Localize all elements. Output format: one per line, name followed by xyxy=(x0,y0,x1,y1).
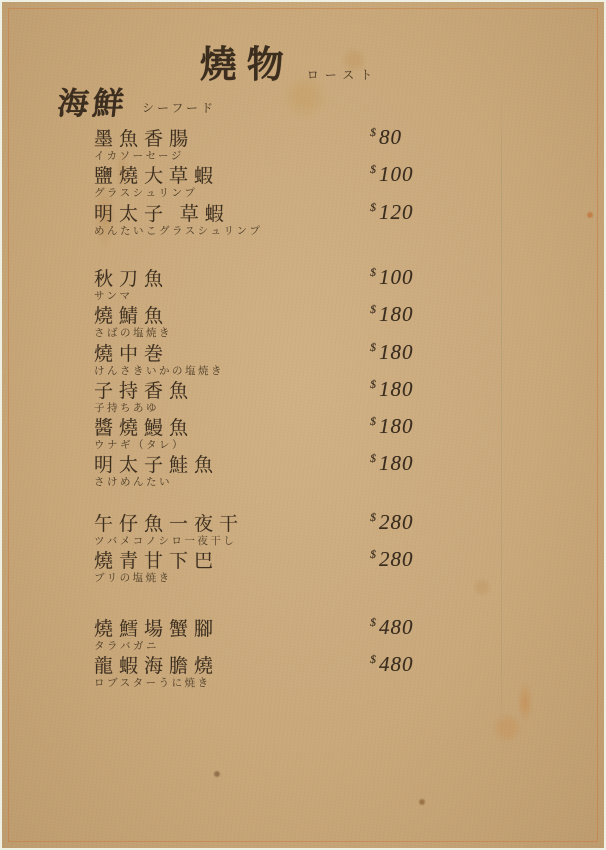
item-name: 燒中巻 xyxy=(94,343,170,365)
price-currency-symbol: $ xyxy=(370,414,377,429)
menu-item xyxy=(94,547,554,587)
item-name: 午仔魚一夜干 xyxy=(94,514,245,535)
price-amount: 480 xyxy=(379,652,414,677)
item-name: 明太子鮭魚 xyxy=(94,455,220,477)
item-name: 燒鯖魚 xyxy=(94,306,170,328)
price-amount: 120 xyxy=(379,199,414,224)
item-furigana: めんたいこグラスシュリンプ xyxy=(94,225,263,237)
price-currency-symbol: $ xyxy=(370,339,377,354)
section-title-furigana: シーフード xyxy=(142,101,217,115)
item-price xyxy=(370,302,414,327)
price-amount: 100 xyxy=(379,162,414,187)
item-price xyxy=(370,200,414,225)
item-name: 秋刀魚 xyxy=(94,269,170,290)
menu-item xyxy=(94,125,554,165)
item-name: 明太子 草蝦 xyxy=(94,203,230,225)
page-title-furigana: ロースト xyxy=(306,68,379,82)
menu-group xyxy=(94,510,554,588)
price-currency-symbol: $ xyxy=(370,547,377,562)
price-currency-symbol: $ xyxy=(370,652,377,667)
menu-item xyxy=(94,510,554,550)
menu-item xyxy=(94,615,554,655)
menu-item xyxy=(94,302,554,342)
menu-item xyxy=(94,265,554,305)
item-price xyxy=(370,652,414,677)
item-furigana: さけめんたい xyxy=(94,477,172,489)
price-currency-symbol: $ xyxy=(370,125,377,139)
price-currency-symbol: $ xyxy=(370,451,377,466)
item-name: 子持香魚 xyxy=(94,380,195,402)
menu-item xyxy=(94,199,554,240)
item-name: 燒青甘下巴 xyxy=(94,551,220,573)
item-furigana: 子持ちあゆ xyxy=(94,402,159,414)
price-currency-symbol: $ xyxy=(370,302,377,317)
price-amount: 280 xyxy=(379,547,414,572)
price-amount: 80 xyxy=(379,125,402,149)
item-price xyxy=(370,615,414,640)
price-currency-symbol: $ xyxy=(370,510,377,524)
price-amount: 180 xyxy=(379,339,414,364)
item-name: 醬燒鰻魚 xyxy=(94,418,195,440)
item-price xyxy=(370,377,414,402)
price-amount: 280 xyxy=(379,510,414,534)
menu-item xyxy=(94,451,554,491)
item-name: 燒鱈場蟹腳 xyxy=(94,619,220,640)
menu-group xyxy=(94,615,554,693)
section-title: 海鮮 xyxy=(55,86,130,121)
section-header xyxy=(55,78,217,123)
item-price xyxy=(370,340,414,365)
price-currency-symbol: $ xyxy=(370,265,377,279)
item-price xyxy=(370,451,414,476)
item-furigana: ツバメコノシロ一夜干し xyxy=(94,536,237,547)
item-price xyxy=(370,547,414,572)
item-name: 墨魚香腸 xyxy=(94,129,195,150)
item-furigana: さばの塩焼き xyxy=(94,328,172,340)
item-price xyxy=(370,414,414,439)
menu-item xyxy=(94,162,554,202)
price-amount: 180 xyxy=(379,376,414,401)
item-furigana: ウナギ（タレ） xyxy=(94,440,185,452)
page-title: 燒物 xyxy=(199,45,294,86)
price-currency-symbol: $ xyxy=(370,615,377,629)
price-currency-symbol: $ xyxy=(370,162,377,177)
item-furigana: イカソーセージ xyxy=(94,151,184,162)
price-currency-symbol: $ xyxy=(370,199,377,214)
menu-group xyxy=(94,265,554,492)
menu-item xyxy=(94,414,554,454)
item-furigana: ブリの塩焼き xyxy=(94,573,172,585)
item-price xyxy=(370,162,414,187)
item-furigana: タラバガニ xyxy=(94,641,159,652)
menu-group xyxy=(94,125,554,240)
price-amount: 180 xyxy=(379,451,414,476)
price-amount: 480 xyxy=(379,615,414,639)
item-price xyxy=(370,125,402,150)
menu-item xyxy=(94,652,554,692)
item-price xyxy=(370,265,414,290)
item-price xyxy=(370,510,414,535)
price-amount: 100 xyxy=(379,265,414,289)
item-name: 龍蝦海膽燒 xyxy=(94,656,220,678)
item-furigana: グラスシュリンプ xyxy=(94,188,198,200)
item-furigana: ロブスターうに焼き xyxy=(94,678,211,690)
price-amount: 180 xyxy=(379,302,414,327)
item-furigana: サンマ xyxy=(94,291,133,302)
price-amount: 180 xyxy=(379,414,414,439)
item-name: 鹽燒大草蝦 xyxy=(94,166,220,188)
menu-item xyxy=(94,376,554,417)
menu-item xyxy=(94,339,554,380)
item-furigana: けんさきいかの塩焼き xyxy=(94,365,224,377)
price-currency-symbol: $ xyxy=(370,376,377,391)
